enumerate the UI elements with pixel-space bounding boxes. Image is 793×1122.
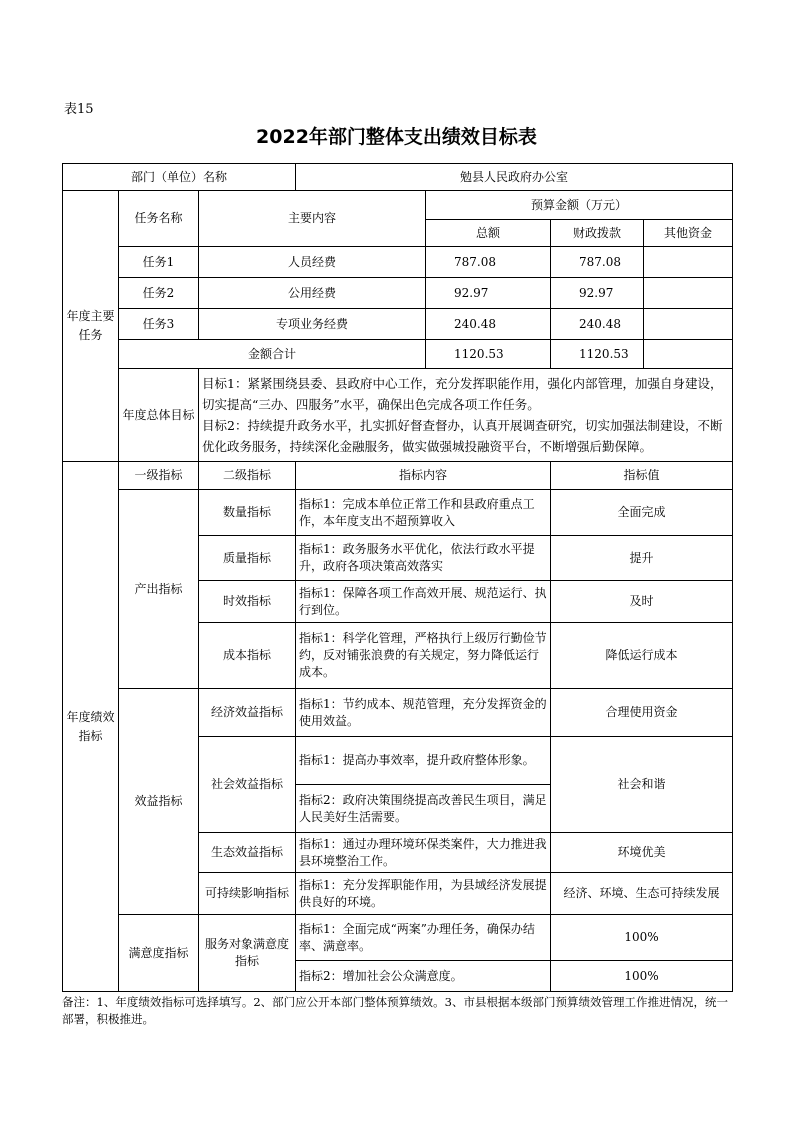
task-other <box>644 278 733 309</box>
goals-section-label: 年度总体目标 <box>119 369 199 462</box>
budget-header: 预算金额（万元） <box>426 191 733 220</box>
quantity-indicator-value: 全面完成 <box>551 490 733 536</box>
sustainable-indicator-value: 经济、环境、生态可持续发展 <box>551 873 733 915</box>
level1-header: 一级指标 <box>119 462 199 490</box>
task-content-header: 主要内容 <box>199 191 426 247</box>
timeliness-indicator-value: 及时 <box>551 581 733 623</box>
task-name: 任务1 <box>119 247 199 278</box>
social-indicator-content-1: 指标1：提高办事效率，提升政府整体形象。 <box>296 737 551 785</box>
ecological-indicator-label: 生态效益指标 <box>199 833 296 873</box>
tasks-section-label: 年度主要任务 <box>63 191 119 462</box>
task-total: 787.08 <box>426 247 551 278</box>
table-row <box>63 309 733 340</box>
level2-header: 二级指标 <box>199 462 296 490</box>
table-row <box>63 247 733 278</box>
cost-indicator-label: 成本指标 <box>199 623 296 689</box>
dept-value: 勉县人民政府办公室 <box>296 164 733 191</box>
satisfaction-indicator-label: 满意度指标 <box>119 915 199 992</box>
performance-table <box>62 163 733 992</box>
task-fiscal: 787.08 <box>551 247 644 278</box>
task-total: 240.48 <box>426 309 551 340</box>
sum-total: 1120.53 <box>426 340 551 369</box>
sustainable-indicator-label: 可持续影响指标 <box>199 873 296 915</box>
total-header: 总额 <box>426 220 551 247</box>
task-content: 专项业务经费 <box>199 309 426 340</box>
fiscal-header: 财政拨款 <box>551 220 644 247</box>
other-header: 其他资金 <box>644 220 733 247</box>
sum-other <box>644 340 733 369</box>
benefit-indicator-label: 效益指标 <box>119 689 199 915</box>
sum-row <box>63 340 733 369</box>
indicators-section-label: 年度绩效指标 <box>63 462 119 992</box>
table-row <box>63 278 733 309</box>
service-satisfaction-content-2: 指标2：增加社会公众满意度。 <box>296 961 551 992</box>
timeliness-indicator-label: 时效指标 <box>199 581 296 623</box>
output-indicator-label: 产出指标 <box>119 490 199 689</box>
sustainable-indicator-content: 指标1：充分发挥职能作用，为县域经济发展提供良好的环境。 <box>296 873 551 915</box>
social-indicator-content-2: 指标2：政府决策围绕提高改善民生项目，满足人民美好生活需要。 <box>296 785 551 833</box>
economic-indicator-content: 指标1：节约成本、规范管理，充分发挥资金的使用效益。 <box>296 689 551 737</box>
service-satisfaction-value-1: 100% <box>551 915 733 961</box>
task-name-header: 任务名称 <box>119 191 199 247</box>
social-indicator-label: 社会效益指标 <box>199 737 296 833</box>
sum-label: 金额合计 <box>119 340 426 369</box>
task-content: 公用经费 <box>199 278 426 309</box>
footnote: 备注：1、年度绩效指标可选择填写。2、部门应公开本部门整体预算绩效。3、市县根据本级部门预算绩效管理工作推进情况，统一部署，积极推进。 <box>62 995 728 1026</box>
cost-indicator-content: 指标1：科学化管理，严格执行上级厉行勤俭节约，反对铺张浪费的有关规定，努力降低运行成本。 <box>296 623 551 689</box>
timeliness-indicator-content: 指标1：保障各项工作高效开展、规范运行、执行到位。 <box>296 581 551 623</box>
quality-indicator-value: 提升 <box>551 536 733 581</box>
content-header: 指标内容 <box>296 462 551 490</box>
service-satisfaction-label: 服务对象满意度指标 <box>199 915 296 992</box>
economic-indicator-label: 经济效益指标 <box>199 689 296 737</box>
task-fiscal: 240.48 <box>551 309 644 340</box>
sum-fiscal: 1120.53 <box>551 340 644 369</box>
quality-indicator-content: 指标1：政务服务水平优化，依法行政水平提升，政府各项决策高效落实 <box>296 536 551 581</box>
quality-indicator-label: 质量指标 <box>199 536 296 581</box>
service-satisfaction-value-2: 100% <box>551 961 733 992</box>
ecological-indicator-value: 环境优美 <box>551 833 733 873</box>
dept-label: 部门（单位）名称 <box>63 164 296 191</box>
task-name: 任务2 <box>119 278 199 309</box>
quantity-indicator-content: 指标1：完成本单位正常工作和县政府重点工作，本年度支出不超预算收入 <box>296 490 551 536</box>
economic-indicator-value: 合理使用资金 <box>551 689 733 737</box>
value-header: 指标值 <box>551 462 733 490</box>
ecological-indicator-content: 指标1：通过办理环境环保类案件，大力推进我县环境整治工作。 <box>296 833 551 873</box>
task-other <box>644 309 733 340</box>
task-fiscal: 92.97 <box>551 278 644 309</box>
task-other <box>644 247 733 278</box>
cost-indicator-value: 降低运行成本 <box>551 623 733 689</box>
task-total: 92.97 <box>426 278 551 309</box>
task-content: 人员经费 <box>199 247 426 278</box>
task-name: 任务3 <box>119 309 199 340</box>
service-satisfaction-content-1: 指标1：全面完成“两案”办理任务，确保办结率、满意率。 <box>296 915 551 961</box>
page-title: 2022年部门整体支出绩效目标表 <box>256 126 537 148</box>
table-number-label: 表15 <box>64 102 94 117</box>
social-indicator-value: 社会和谐 <box>551 737 733 833</box>
quantity-indicator-label: 数量指标 <box>199 490 296 536</box>
goals-text: 目标1：紧紧围绕县委、县政府中心工作，充分发挥职能作用，强化内部管理，加强自身建设，切实提高“三办、四服务”水平，确保出色完成各项工作任务。 目标2：持续提升政务水平，扎实抓好督查督办，认真开展调查研究，切实加强法制建设，不断优化政务服务，持续深化金融服务，做实做强城投融资平台，不断增强后勤保障。 <box>199 369 733 462</box>
